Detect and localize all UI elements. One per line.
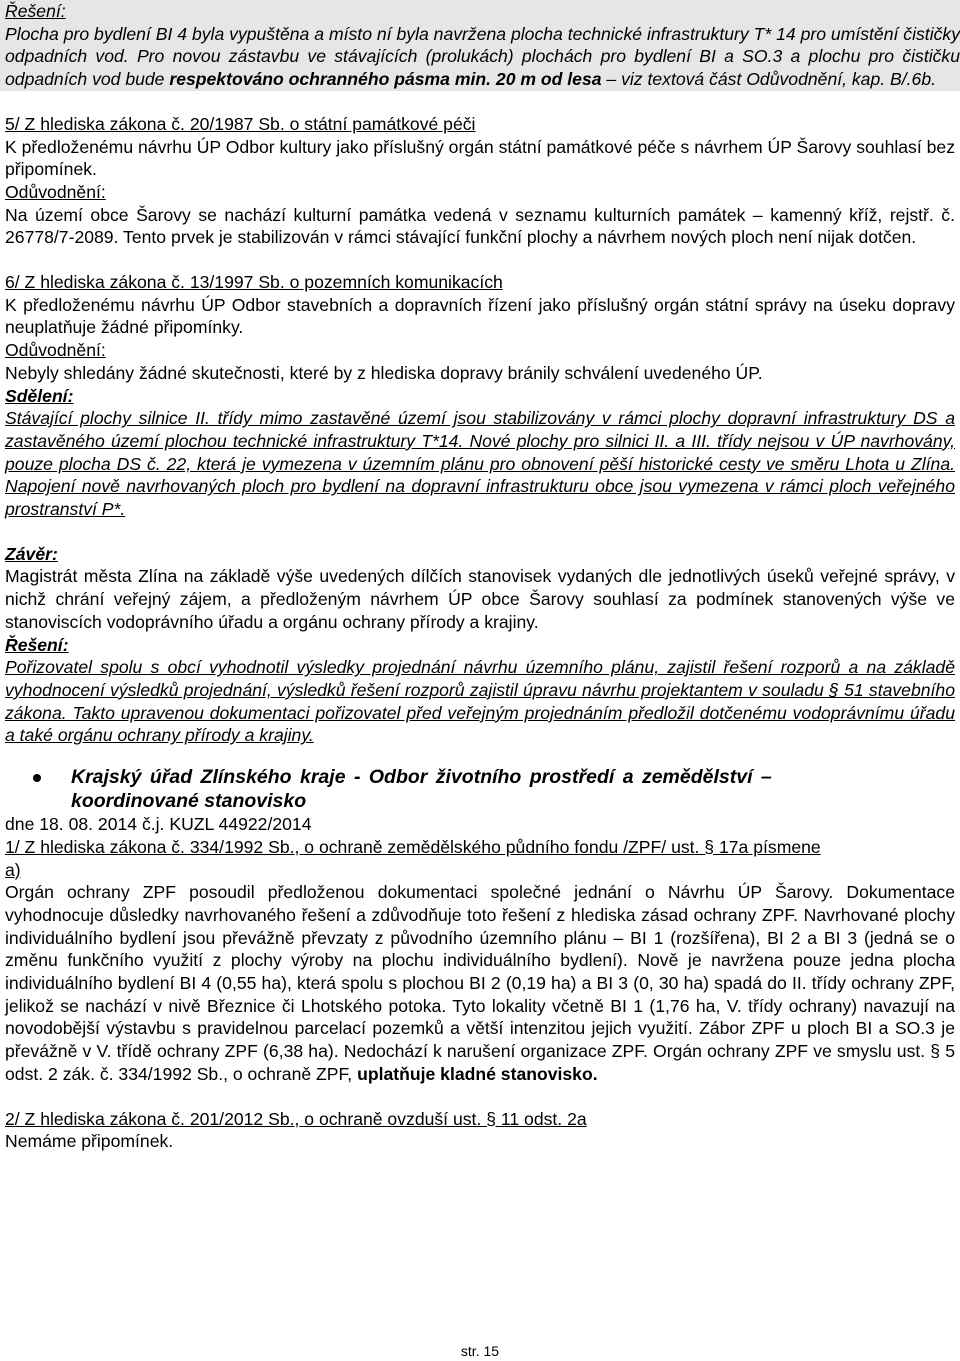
section-6-odu-label: Odůvodnění: [5, 340, 106, 361]
regional-office-subtitle: koordinované stanovisko [71, 790, 307, 813]
air-heading: 2/ Z hlediska zákona č. 201/2012 Sb., o ochraně ovzduší ust. § 11 odst. 2a [5, 1108, 587, 1129]
forest-protection-bold: respektováno ochranného pásma min. 20 m od lesa [169, 69, 602, 90]
regional-office-date: dne 18. 08. 2014 č.j. KUZL 44922/2014 [5, 814, 312, 835]
section-5-heading: 5/ Z hlediska zákona č. 20/1987 Sb. o státní památkové péči [5, 113, 476, 134]
section-6-sdeleni-label: Sdělení: [5, 385, 74, 406]
section-6-body: K předloženému návrhu ÚP Odbor stavebních a dopravních řízení jako příslušný orgán státní správy na úseku dopravy neuplatňuje žádné připomínky. [5, 294, 955, 338]
section-5-body: K předloženému návrhu ÚP Odbor kultury jako příslušný orgán státní památkové péče s návrhem ÚP Šarovy souhlasí bez připomínek. [5, 136, 955, 180]
section-6-odu-text: Nebyly shledány žádné skutečnosti, které by z hlediska dopravy bránily schválení uvedeného ÚP. [5, 362, 763, 383]
resolution-label: Řešení: [5, 634, 69, 655]
section-6-heading: 6/ Z hlediska zákona č. 13/1997 Sb. o pozemních komunikacích [5, 272, 503, 293]
zpf-text: Orgán ochrany ZPF posoudil předloženou dokumentaci společné jednání o Návrhu ÚP Šarovy. Dokumentace vyhodnocuje důsledky navrhovaného řešení a zdůvodňuje toto řešení z hlediska zásad ochrany ZPF. Navrhované plochy individuálního bydlení jsou převážně převzaty z původního územního plánu – BI 1 (rozšířena), BI 2 a BI 3 (jedná se o změnu funkčního využití z plochy výroby na plochu individuálního bydlení). Nově je navržena pouze jedna plocha individuálního bydlení BI 4 (0,55 ha), která spolu s plochou BI 2 (0,19 ha) a BI 3 (0, 30 ha) spadá do II. třídy ochrany ZPF, jelikož se nachází v nivě Březnice či Lhotského potoka. Tyto lokality včetně BI 1 (1,76 ha, V. třídy ochrany) navazují na novodobější výstavbu s pravidelnou parcelací pozemků a větší intenzitou jejich využití. Zábor ZPF u ploch BI a SO.3 je převážně v V. třídě ochrany ZPF (6,38 ha). Nedochází k narušení organizace ZPF. Orgán ochrany ZPF ve smyslu ust. § 5 odst. 2 zák. č. 334/1992 Sb., o ochraně ZPF, uplatňuje kladné stanovisko. [5, 882, 955, 1084]
zpf-positive-statement: uplatňuje kladné stanovisko. [357, 1063, 598, 1084]
resolution-text: Pořizovatel spolu s obcí vyhodnotil výsledky projednání návrhu územního plánu, zajistil řešení rozporů a na základě vyhodnocení výsledků projednání, výsledků řešení rozporů zajistil úpravu návrhu projektantem v souladu § 51 stavebního zákona. Takto upravenou dokumentaci pořizovatel před veřejným projednáním předložil dotčenému vodoprávnímu úřadu a také orgánu ochrany přírody a krajiny. [5, 657, 955, 746]
spacer [5, 1086, 955, 1108]
solution-text: Plocha pro bydlení BI 4 byla vypuštěna a místo ní byla navržena plocha technické infrastruktury T* 14 pro umístění čističky odpadních vod. Pro novou zástavbu ve stávajících (prolukách) plochách pro bydlení BI a SO.3 a plochu pro čističku odpadních vod bude respektováno ochranného pásma min. 20 m od lesa – viz textová část Odůvodnění, kap. B/.6b. [5, 23, 960, 90]
bullet-icon [33, 774, 41, 782]
spacer [5, 249, 955, 271]
solution-heading: Řešení: [5, 1, 66, 21]
section-5-odu-text: Na území obce Šarovy se nachází kulturní památka vedená v seznamu kulturních památek – kamenný kříž, rejstř. č. 26778/7-2089. Tento prvek je stabilizován v rámci stávající funkční plochy a návrhem nových ploch není nijak dotčen. [5, 204, 955, 248]
conclusion-label: Závěr: [5, 543, 58, 564]
spacer [5, 91, 955, 113]
air-text: Nemáme připomínek. [5, 1131, 174, 1152]
page-number: str. 15 [460, 1343, 500, 1359]
regional-office-title: Krajský úřad Zlínského kraje - Odbor životního prostředí a zemědělství – [71, 766, 772, 789]
zpf-heading: 1/ Z hlediska zákona č. 334/1992 Sb., o ochraně zemědělského půdního fondu /ZPF/ ust. § 17a písmene a) [5, 836, 821, 880]
section-5-odu-label: Odůvodnění: [5, 181, 106, 202]
conclusion-text: Magistrát města Zlína na základě výše uvedených dílčích stanovisek vydaných dle jednotlivých úseků veřejné správy, v nichž chrání veřejný zájem, a předloženým návrhem ÚP obce Šarovy souhlasí za podmínek stanovených výše ve stanoviscích vodoprávního úřadu a orgánu ochrany přírody a krajiny. [5, 566, 955, 632]
solution-block [0, 0, 960, 91]
spacer [5, 521, 955, 543]
section-6-sdeleni-text: Stávající plochy silnice II. třídy mimo zastavěné území jsou stabilizovány v rámci plochy dopravní infrastruktury DS a zastavěného území plochou technické infrastruktury T*14. Nové plochy pro silnici II. a III. třídy nejsou v ÚP navrhovány, pouze plocha DS č. 22, která je vymezena v územním plánu pro obnovení pěší historické cesty ve směru Lhota u Zlína. Napojení nově navrhovaných ploch pro bydlení na dopravní infrastrukturu obce jsou vymezena v rámci ploch veřejného prostranství P*. [5, 408, 955, 520]
regional-office-item [5, 765, 955, 813]
document-page [5, 0, 960, 1153]
